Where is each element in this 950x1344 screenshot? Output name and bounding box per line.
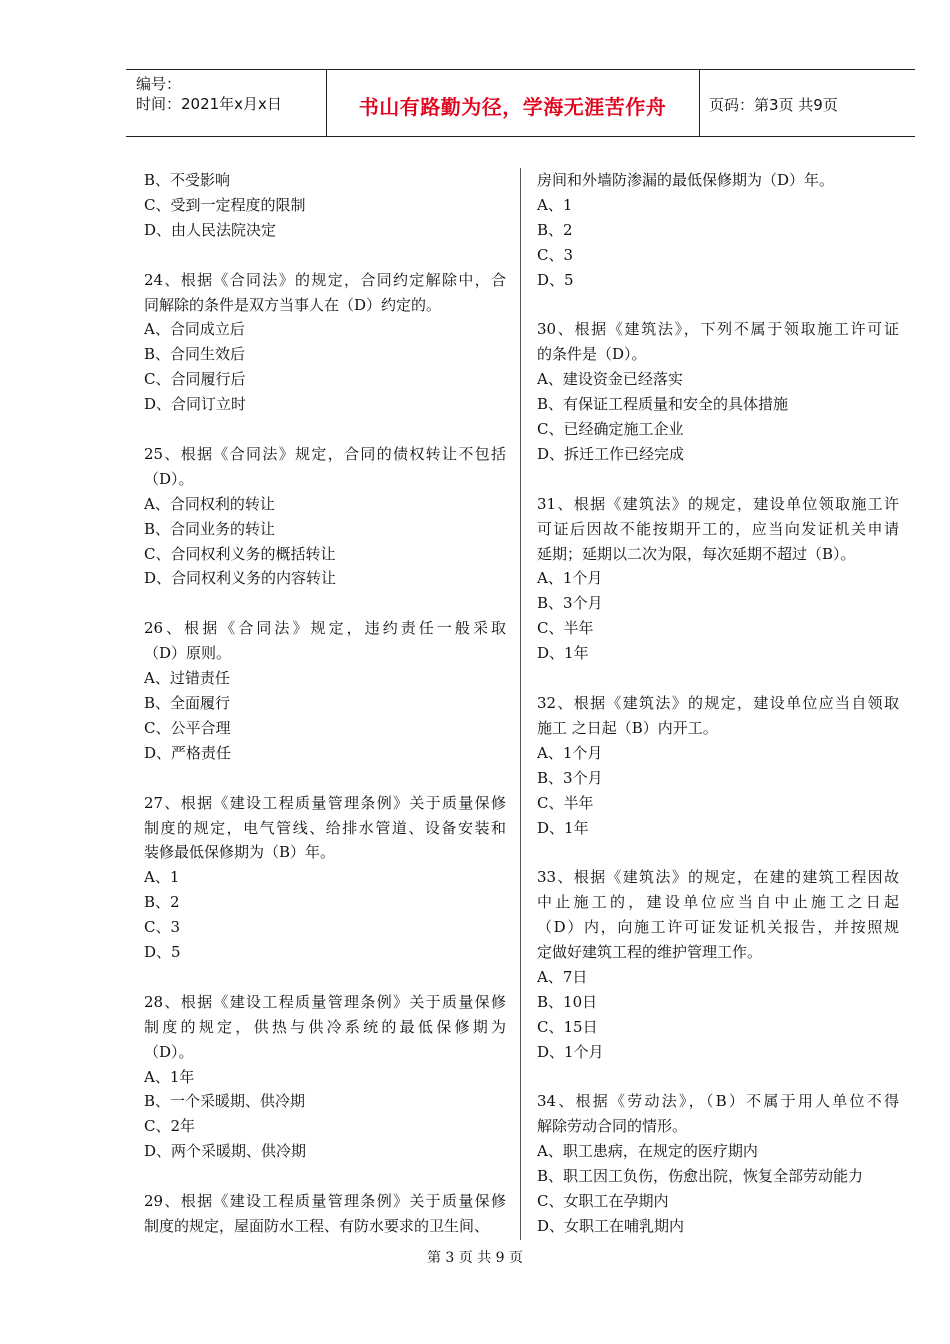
answer-option: A、建设资金已经落实 xyxy=(537,370,683,389)
question-text-line: 31、根据《建筑法》的规定，建设单位领取施工许 xyxy=(537,494,899,513)
answer-option: A、1 xyxy=(537,195,573,214)
answer-option: C、合同履行后 xyxy=(144,370,246,389)
answer-option: C、受到一定程度的限制 xyxy=(144,195,306,214)
question-block xyxy=(537,691,899,840)
question-text-line: 的条件是（D）。 xyxy=(537,345,647,364)
answer-option: A、过错责任 xyxy=(144,669,230,688)
question-text-line: 施工 之日起（B）内开工。 xyxy=(537,718,718,737)
question-block xyxy=(144,791,506,965)
left-column xyxy=(144,168,506,1239)
answer-option: A、7日 xyxy=(537,967,588,986)
answer-option: B、合同生效后 xyxy=(144,345,246,364)
document-number-label: 编号： xyxy=(136,75,182,93)
question-block xyxy=(144,168,506,243)
answer-option: D、女职工在哺乳期内 xyxy=(537,1216,685,1235)
question-block xyxy=(537,317,899,466)
answer-option: B、3个月 xyxy=(537,768,603,787)
question-text-line: 28、根据《建设工程质量管理条例》关于质量保修 xyxy=(144,992,506,1011)
header-left-cell xyxy=(126,70,327,136)
question-text-line: （D）原则。 xyxy=(144,644,232,663)
answer-option: C、半年 xyxy=(537,793,594,812)
answer-option: D、合同权利义务的内容转让 xyxy=(144,569,337,588)
right-column xyxy=(537,168,899,1239)
question-text-line: 解除劳动合同的情形。 xyxy=(537,1117,688,1136)
answer-option: B、2 xyxy=(537,220,573,239)
question-block xyxy=(144,990,506,1164)
question-text-line: 33、根据《建筑法》的规定，在建的建筑工程因故 xyxy=(537,868,899,887)
answer-option: D、1年 xyxy=(537,818,589,837)
question-text-line: （D）内，向施工许可证发证机关报告，并按照规 xyxy=(537,918,899,937)
question-text-line: 30、根据《建筑法》，下列不属于领取施工许可证 xyxy=(537,320,899,339)
question-text-line: 可证后因故不能按期开工的，应当向发证机关申请 xyxy=(537,519,899,538)
answer-option: A、1年 xyxy=(144,1067,195,1086)
answer-option: C、合同权利义务的概括转让 xyxy=(144,544,336,563)
question-text-line: （D）。 xyxy=(144,469,194,488)
header-page-code: 页码：第3页 共9页 xyxy=(709,96,838,114)
page-header xyxy=(126,69,915,137)
answer-option: B、一个采暖期、供冷期 xyxy=(144,1092,306,1111)
answer-option: A、职工患病，在规定的医疗期内 xyxy=(537,1142,758,1161)
answer-option: A、1个月 xyxy=(537,569,603,588)
question-text-line: 26、根据《合同法》规定，违约责任一般采取 xyxy=(144,619,506,638)
question-block xyxy=(537,168,899,293)
answer-option: D、合同订立时 xyxy=(144,395,247,414)
answer-option: D、5 xyxy=(537,270,574,289)
question-block xyxy=(537,865,899,1064)
question-text-line: 32、根据《建筑法》的规定，建设单位应当自领取 xyxy=(537,693,899,712)
question-text-line: 制度的规定，供热与供冷系统的最低保修期为 xyxy=(144,1017,506,1036)
answer-option: B、有保证工程质量和安全的具体措施 xyxy=(537,395,789,414)
question-block xyxy=(144,616,506,765)
answer-option: C、女职工在孕期内 xyxy=(537,1192,669,1211)
question-block xyxy=(537,1089,899,1238)
header-middle-cell xyxy=(326,70,700,136)
header-motto: 书山有路勤为径，学海无涯苦作舟 xyxy=(358,95,667,119)
answer-option: B、10日 xyxy=(537,992,598,1011)
page-footer: 第 3 页 共 9 页 xyxy=(426,1250,524,1266)
answer-option: A、合同权利的转让 xyxy=(144,494,275,513)
question-block xyxy=(144,1189,506,1239)
question-text-line: 27、根据《建设工程质量管理条例》关于质量保修 xyxy=(144,793,506,812)
question-text-line: 中止施工的，建设单位应当自中止施工之日起 xyxy=(537,893,899,912)
document-time-label: 时间：2021年x月x日 xyxy=(136,95,282,113)
answer-option: C、2年 xyxy=(144,1117,196,1136)
question-text-line: （D）。 xyxy=(144,1042,194,1061)
question-text-line: 25、根据《合同法》规定，合同的债权转让不包括 xyxy=(144,444,506,463)
answer-option: D、5 xyxy=(144,943,181,962)
answer-option: A、合同成立后 xyxy=(144,320,245,339)
question-text-line: 装修最低保修期为（B）年。 xyxy=(144,843,336,862)
question-text-line: 24、根据《合同法》的规定，合同约定解除中，合 xyxy=(144,270,506,289)
answer-option: D、1个月 xyxy=(537,1042,604,1061)
question-block xyxy=(537,492,899,666)
question-block xyxy=(144,442,506,591)
answer-option: A、1 xyxy=(144,868,180,887)
question-text-line: 延期；延期以二次为限，每次延期不超过（B）。 xyxy=(537,544,856,563)
question-text-line: 房间和外墙防渗漏的最低保修期为（D）年。 xyxy=(537,171,835,189)
answer-option: D、拆迁工作已经完成 xyxy=(537,444,685,463)
answer-option: D、严格责任 xyxy=(144,743,232,762)
answer-option: B、2 xyxy=(144,893,180,912)
question-text-line: 制度的规定，电气管线、给排水管道、设备安装和 xyxy=(144,818,506,837)
question-block xyxy=(144,268,506,417)
answer-option: C、公平合理 xyxy=(144,718,231,737)
answer-option: C、3 xyxy=(537,245,574,264)
answer-option: A、1个月 xyxy=(537,743,603,762)
question-text-line: 34、根据《劳动法》，（B）不属于用人单位不得 xyxy=(537,1092,899,1111)
answer-option: B、合同业务的转让 xyxy=(144,519,276,538)
answer-option: B、职工因工负伤，伤愈出院，恢复全部劳动能力 xyxy=(537,1167,864,1186)
question-text-line: 同解除的条件是双方当事人在（D）约定的。 xyxy=(144,295,442,314)
question-text-line: 定做好建筑工程的维护管理工作。 xyxy=(537,943,763,962)
question-text-line: 制度的规定，屋面防水工程、有防水要求的卫生间、 xyxy=(144,1216,490,1235)
answer-option: D、两个采暖期、供冷期 xyxy=(144,1142,307,1161)
answer-option: D、由人民法院决定 xyxy=(144,220,277,239)
answer-option: C、15日 xyxy=(537,1017,598,1036)
answer-option: B、全面履行 xyxy=(144,693,231,712)
answer-option: C、3 xyxy=(144,918,181,937)
header-right-cell xyxy=(699,70,915,136)
answer-option: C、已经确定施工企业 xyxy=(537,420,684,439)
answer-option: B、3个月 xyxy=(537,594,603,613)
answer-option: D、1年 xyxy=(537,644,589,663)
question-text-line: 29、根据《建设工程质量管理条例》关于质量保修 xyxy=(144,1192,506,1211)
answer-option: B、不受影响 xyxy=(144,171,231,189)
column-divider xyxy=(520,168,521,1240)
answer-option: C、半年 xyxy=(537,619,594,638)
